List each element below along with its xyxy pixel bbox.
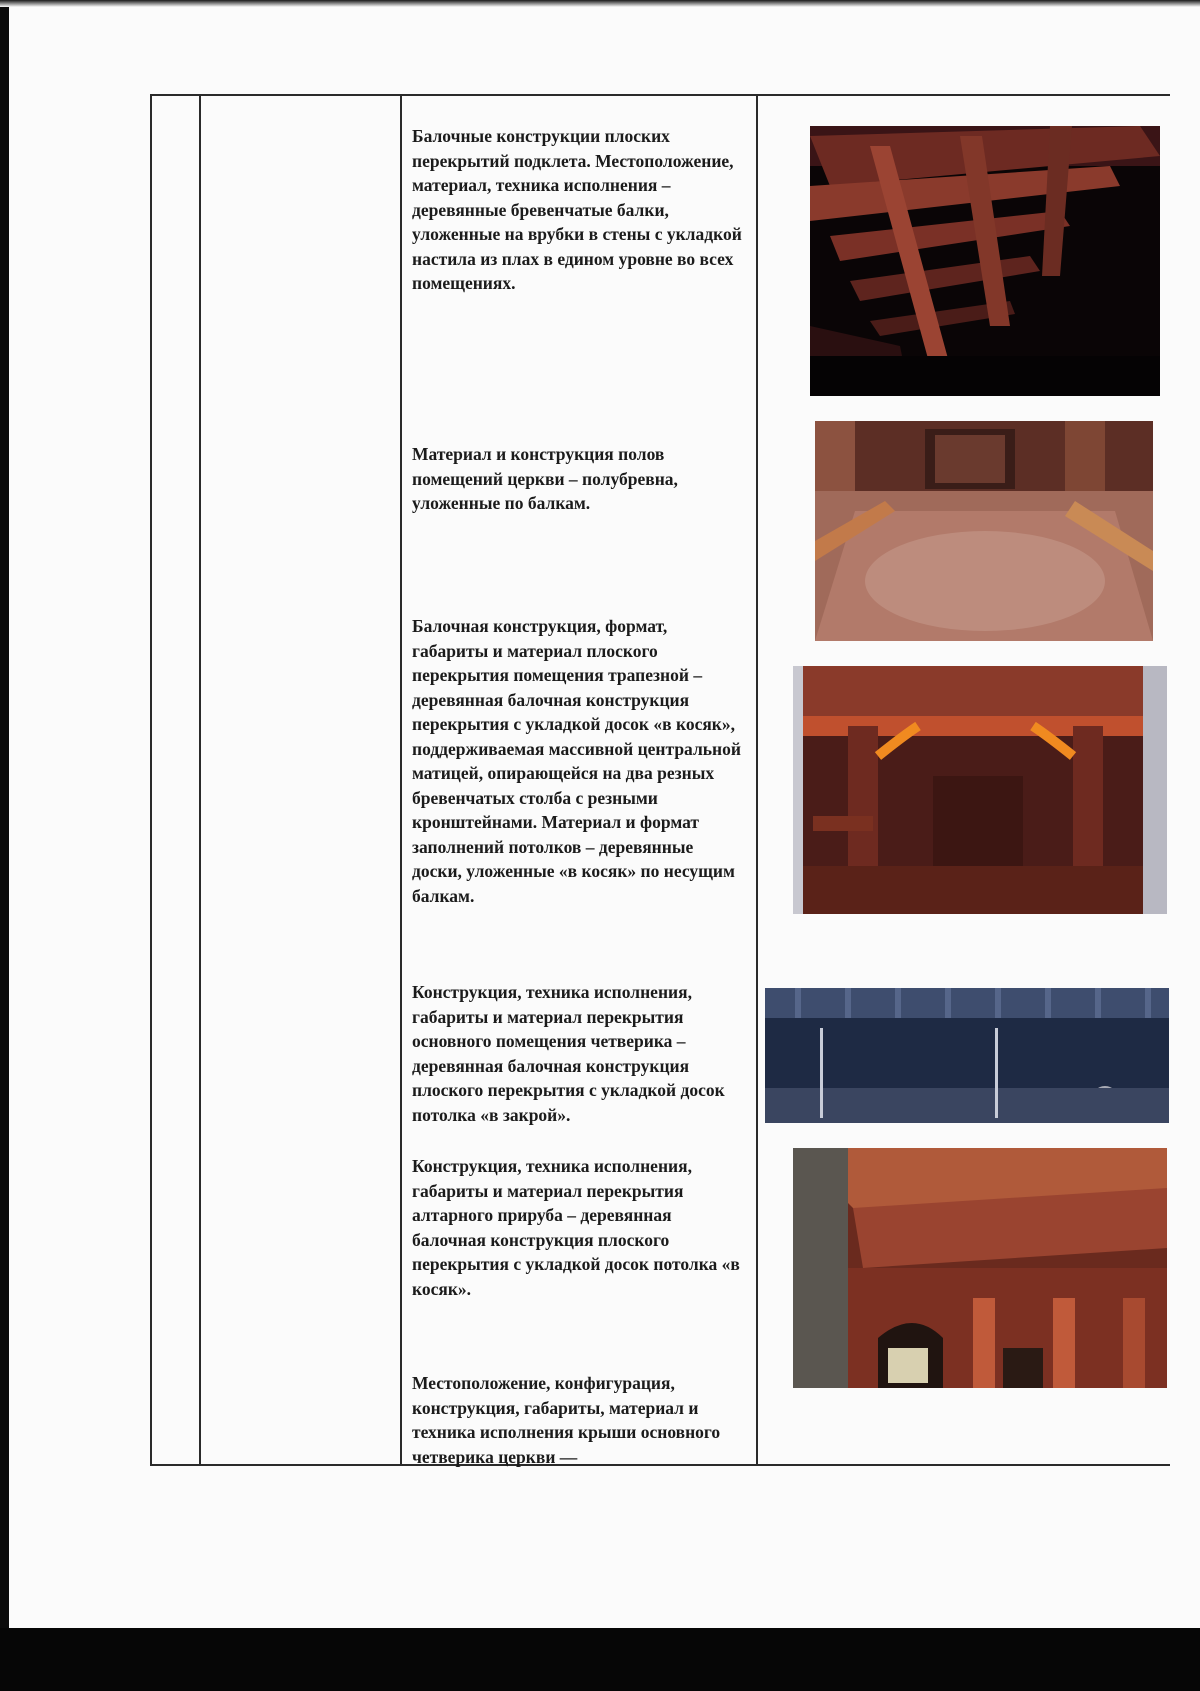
table-col-border-4 xyxy=(756,94,758,1466)
scan-edge-bottom xyxy=(0,1628,1200,1691)
table-top-border xyxy=(150,94,1170,96)
row-2-description: Материал и конструкция полов помещений церкви – полубревна, уложенные по балкам. xyxy=(412,444,678,513)
row-3-description: Балочная конструкция, формат, габариты и материал плоского перекрытия помещения трапезной – деревянная балочная конструкция перекрытия с укладкой досок «в косяк», поддерживаемая массивной центральной матицей, опирающейся на два резных бревенчатых столба с резными кронштейнами. Материал и формат заполнений потолков – деревянные доски, уложенные «в косяк» по несущим балкам. xyxy=(412,616,741,906)
scan-edge-top xyxy=(0,0,1200,7)
wooden-floor-photo xyxy=(815,421,1153,641)
refectory-ceiling-photo xyxy=(793,666,1167,914)
row-4-description: Конструкция, техника исполнения, габариты и материал перекрытия основного помещения четверика – деревянная балочная конструкция плоского перекрытия с укладкой досок потолка «в закрой». xyxy=(412,982,725,1125)
row-5-description: Конструкция, техника исполнения, габариты и материал перекрытия алтарного прируба – деревянная балочная конструкция плоского перекрытия с укладкой досок потолка «в косяк». xyxy=(412,1156,740,1299)
table-col-border-3 xyxy=(400,94,402,1466)
table-col-border-1 xyxy=(150,94,152,1466)
table-col-border-2 xyxy=(199,94,201,1466)
row-1-description: Балочные конструкции плоских перекрытий подклета. Местоположение, материал, техника исполнения – деревянные бревенчатые балки, уложенные на врубки в стены с укладкой настила из плах в едином уровне во всех помещениях. xyxy=(412,126,742,293)
altar-ceiling-photo xyxy=(793,1148,1167,1388)
row-6-description: Местоположение, конфигурация, конструкция, габариты, материал и техника исполнения крыши основного четверика церкви — xyxy=(412,1373,721,1467)
scan-edge-left xyxy=(0,0,9,1691)
chetverik-ceiling-photo xyxy=(765,988,1169,1123)
dark-ceiling-beams-photo xyxy=(810,126,1160,396)
